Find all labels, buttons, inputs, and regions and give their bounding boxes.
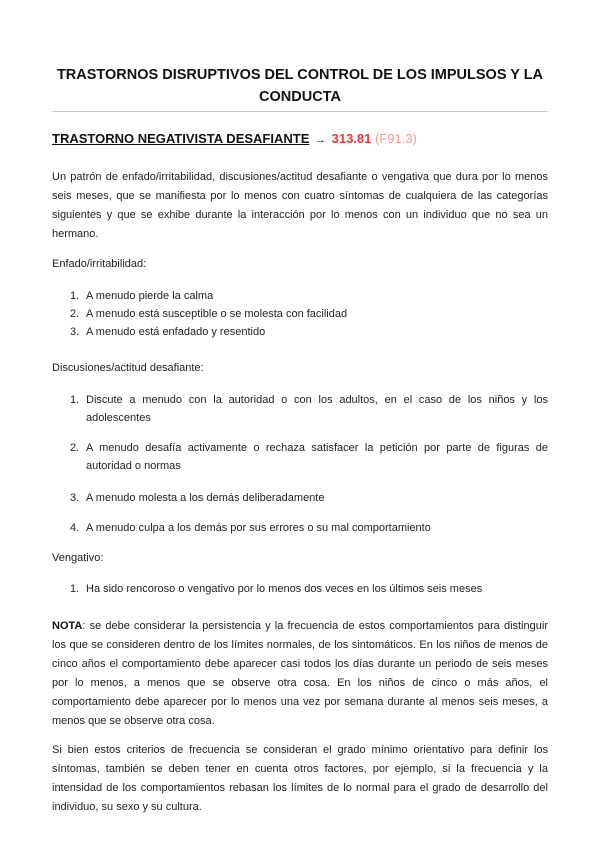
- list-item: [70, 305, 548, 323]
- list-number: 1.: [70, 290, 80, 302]
- icd-code: (F91.3): [375, 131, 417, 146]
- list-number: 1.: [70, 394, 80, 406]
- list-number: 4.: [70, 522, 80, 534]
- list-text: A menudo está enfadado y resentido: [86, 326, 266, 338]
- category-label: Enfado/irritabilidad:: [52, 258, 147, 270]
- title-divider: [52, 111, 548, 112]
- note-paragraph: [52, 617, 548, 731]
- list-number: 2.: [70, 442, 80, 454]
- arrow-icon: →: [314, 134, 326, 146]
- list-item: [70, 489, 548, 507]
- list-item: [70, 519, 548, 537]
- section-heading: [52, 131, 417, 146]
- list-number: 1.: [70, 583, 80, 595]
- category-label: Vengativo:: [52, 552, 104, 564]
- intro-paragraph: Un patrón de enfado/irritabilidad, discusiones/actitud desafiante o vengativa que dura por lo menos seis meses, que se manifiesta por lo menos con cuatro síntomas de cualquiera de las categorías siguientes y que se exhibe durante la interacción por lo menos con un individuo que no sea un hermano.: [52, 171, 548, 240]
- list-item: [70, 323, 548, 341]
- list-item: [70, 287, 548, 305]
- category-label: Discusiones/actitud desafiante:: [52, 362, 204, 374]
- list-text: A menudo culpa a los demás por sus errores o su mal comportamiento: [86, 522, 431, 534]
- list-text: A menudo pierde la calma: [86, 290, 214, 302]
- list-text: A menudo molesta a los demás deliberadamente: [86, 492, 325, 504]
- list-number: 3.: [70, 492, 80, 504]
- list-item: [70, 439, 548, 475]
- disorder-name: TRASTORNO NEGATIVISTA DESAFIANTE: [52, 131, 310, 146]
- document-title: TRASTORNOS DISRUPTIVOS DEL CONTROL DE LOS IMPULSOS Y LA CONDUCTA: [56, 67, 544, 105]
- closing-paragraph: Si bien estos criterios de frecuencia se consideran el grado mínimo orientativo para definir los síntomas, también se deben tener en cuenta otros factores, por ejemplo, si la frecuencia y la intensidad de los comportamientos rebasan los límites de lo normal para el grado de desarrollo del individuo, su sexo y su cultura.: [52, 744, 548, 813]
- list-number: 3.: [70, 326, 80, 338]
- list-text: Ha sido rencoroso o vengativo por lo menos dos veces en los últimos seis meses: [86, 583, 483, 595]
- list-number: 2.: [70, 308, 80, 320]
- dsm-code: 313.81: [331, 131, 372, 146]
- list-item: [70, 580, 548, 598]
- list-text: A menudo desafía activamente o rechaza satisfacer la petición por parte de figuras de autoridad o normas: [86, 442, 548, 472]
- list-item: [70, 391, 548, 427]
- note-label: NOTA: [52, 620, 83, 632]
- list-text: Discute a menudo con la autoridad o con los adultos, en el caso de los niños y los adolescentes: [86, 394, 548, 424]
- list-text: A menudo está susceptible o se molesta con facilidad: [86, 308, 348, 320]
- note-text: : se debe considerar la persistencia y la frecuencia de estos comportamientos para distinguir los que se consideren dentro de los límites normales, de los sintomáticos. En los niños de menos de cinco años el comportamiento debe aparecer casi todos los días durante un periodo de seis meses por lo menos, a menos que se observe otra cosa. En los niños de cinco o más años, el comportamiento debe aparecer por lo menos una vez por semana durante al menos seis meses, a menos que se observe otra cosa.: [52, 620, 548, 727]
